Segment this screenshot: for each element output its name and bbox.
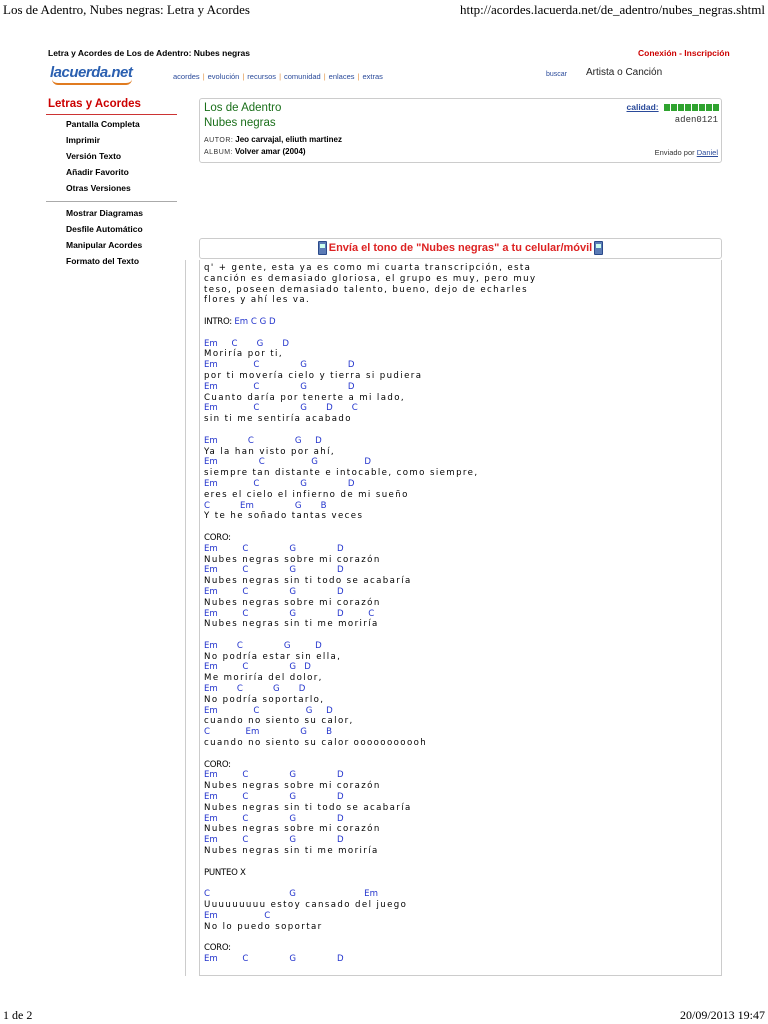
blank-line bbox=[204, 328, 536, 339]
chord-line bbox=[204, 641, 536, 652]
chord-text[interactable]: Em C G D bbox=[204, 662, 311, 673]
chord-line bbox=[204, 501, 536, 512]
author-label: AUTOR: bbox=[204, 137, 234, 144]
lyric-line bbox=[204, 274, 536, 285]
lyric-text: siempre tan distante e intocable, como siempre, bbox=[204, 468, 479, 479]
chord-text[interactable]: Em C G D bbox=[204, 435, 322, 446]
chord-text[interactable]: Em C G D bbox=[204, 338, 289, 349]
section-label-text: CORO: bbox=[204, 532, 231, 543]
chord-line bbox=[204, 382, 536, 393]
chord-line bbox=[204, 339, 536, 350]
quality-bar bbox=[692, 104, 698, 111]
nav-recursos[interactable]: recursos bbox=[247, 72, 277, 81]
ringtone-banner[interactable] bbox=[199, 238, 722, 259]
chord-line bbox=[204, 706, 536, 717]
lyric-line bbox=[204, 371, 536, 382]
lyric-line bbox=[204, 349, 536, 360]
lyric-text: Nubes negras sobre mi corazón bbox=[204, 554, 381, 565]
lyric-text: Moriría por ti, bbox=[204, 349, 283, 360]
lyric-line bbox=[204, 598, 536, 609]
lyric-text: Uuuuuuuuu estoy cansado del juego bbox=[204, 900, 408, 911]
lyric-text: Nubes negras sobre mi corazón bbox=[204, 597, 381, 608]
lyrics-box bbox=[199, 260, 722, 976]
lyric-line bbox=[204, 576, 536, 587]
quality-bar bbox=[713, 104, 719, 111]
chord-line bbox=[204, 792, 536, 803]
chord-text[interactable]: Em C G D bbox=[204, 565, 344, 576]
lyric-text: cuando no siento su calor, bbox=[204, 716, 354, 727]
chord-line bbox=[204, 360, 536, 371]
lyric-text: Nubes negras sin ti me moriría bbox=[204, 846, 379, 857]
lyric-text: Cuanto daría por tenerte a mi lado, bbox=[204, 392, 406, 403]
chord-line bbox=[204, 814, 536, 825]
chord-line bbox=[204, 565, 536, 576]
nav-separator: | bbox=[323, 72, 326, 81]
sidebar-item-formato-texto[interactable]: Formato del Texto bbox=[66, 256, 140, 266]
quality-rating[interactable] bbox=[627, 102, 720, 113]
lyric-line bbox=[204, 781, 536, 792]
intro-label: INTRO: bbox=[204, 316, 235, 327]
lyric-line bbox=[204, 490, 536, 501]
lyric-text: eres el cielo el infierno de mi sueño bbox=[204, 489, 409, 500]
chord-line bbox=[204, 727, 536, 738]
chord-line bbox=[204, 436, 536, 447]
search-label: buscar bbox=[546, 71, 568, 78]
lyric-text: No podría soportarlo, bbox=[204, 694, 325, 705]
quality-label: calidad: bbox=[626, 102, 659, 112]
blank-line bbox=[204, 630, 536, 641]
breadcrumb: Letra y Acordes de Los de Adentro: Nubes negras bbox=[48, 48, 250, 58]
quality-bar bbox=[664, 104, 670, 111]
lyric-line bbox=[204, 468, 536, 479]
lyric-line bbox=[204, 555, 536, 566]
nav-separator: | bbox=[202, 72, 205, 81]
sidebar-item-otras-versiones[interactable]: Otras Versiones bbox=[66, 183, 131, 193]
print-header bbox=[0, 0, 768, 20]
sidebar-title-text: Letras y Acordes bbox=[48, 98, 141, 110]
sidebar-title bbox=[46, 97, 177, 115]
blank-line bbox=[204, 306, 536, 317]
lyric-line bbox=[204, 285, 536, 296]
section-label-text: PUNTEO X bbox=[204, 867, 246, 878]
lyric-text: por ti movería cielo y tierra si pudiera bbox=[204, 370, 423, 381]
site-logo[interactable] bbox=[50, 64, 138, 84]
chord-text[interactable]: C Em G B bbox=[204, 500, 327, 511]
nav-comunidad[interactable]: comunidad bbox=[284, 72, 321, 81]
sent-by bbox=[655, 148, 718, 157]
content-divider bbox=[185, 260, 186, 976]
section-label bbox=[204, 760, 536, 771]
lyric-line bbox=[204, 900, 536, 911]
blank-line bbox=[204, 749, 536, 760]
chord-line bbox=[204, 684, 536, 695]
author-value: Jeo carvajal, eliuth martinez bbox=[235, 135, 342, 144]
sender-link[interactable]: Daniel bbox=[696, 148, 718, 157]
nav-evolucion[interactable]: evolución bbox=[207, 72, 240, 81]
lyric-text: teso, poseen demasiado talento, bueno, dejo de echarles bbox=[204, 284, 528, 295]
chord-text[interactable]: Em C G D bbox=[204, 543, 344, 554]
chord-text[interactable]: Em C G D bbox=[204, 835, 344, 846]
album-value: Volver amar (2004) bbox=[235, 147, 306, 156]
print-page-url: http://acordes.lacuerda.net/de_adentro/nubes_negras.shtml bbox=[459, 2, 765, 17]
blank-line bbox=[204, 932, 536, 943]
sidebar-group-tools bbox=[46, 202, 177, 272]
phone-icon bbox=[318, 241, 327, 255]
section-label-text: CORO: bbox=[204, 943, 231, 954]
chord-line bbox=[204, 403, 536, 414]
sidebar-item-manipular-acordes[interactable]: Manipular Acordes bbox=[66, 240, 143, 250]
nav-separator: | bbox=[279, 72, 282, 81]
chord-text[interactable]: Em C G D bbox=[204, 381, 355, 392]
nav-separator: | bbox=[242, 72, 245, 81]
chord-line bbox=[204, 587, 536, 598]
lyric-line bbox=[204, 619, 536, 630]
chord-text[interactable]: Em C G D bbox=[204, 705, 333, 716]
lyric-text: Ya la han visto por ahí, bbox=[204, 446, 336, 457]
sidebar bbox=[46, 97, 177, 277]
blank-line bbox=[204, 857, 536, 868]
ringtone-banner-content bbox=[200, 241, 721, 255]
chord-text[interactable]: Em C G D bbox=[204, 954, 344, 964]
artist-name[interactable]: Los de Adentro bbox=[204, 102, 282, 114]
chord-text[interactable]: Em C G D bbox=[204, 792, 344, 803]
section-label bbox=[204, 533, 536, 544]
lyric-text: Nubes negras sobre mi corazón bbox=[204, 781, 381, 792]
lyric-text: sin ti me sentiría acabado bbox=[204, 414, 352, 425]
chord-line bbox=[204, 770, 536, 781]
blank-line bbox=[204, 878, 536, 889]
lyric-text: q' + gente, esta ya es como mi cuarta transcripción, esta bbox=[204, 263, 532, 273]
register-link[interactable]: Inscripción bbox=[684, 48, 730, 58]
lyric-line bbox=[204, 824, 536, 835]
chord-text[interactable]: Em C G D bbox=[204, 640, 322, 651]
lyric-text: Nubes negras sobre mi corazón bbox=[204, 824, 381, 835]
lyric-line bbox=[204, 673, 536, 684]
lyrics-body bbox=[204, 263, 536, 965]
section-label bbox=[204, 868, 536, 879]
chord-line bbox=[204, 544, 536, 555]
chord-line bbox=[204, 954, 536, 965]
quality-bars bbox=[663, 103, 719, 113]
lyric-line bbox=[204, 738, 536, 749]
quality-bar bbox=[671, 104, 677, 111]
lyric-text: No lo puedo soportar bbox=[204, 921, 323, 932]
quality-bar bbox=[678, 104, 684, 111]
top-nav bbox=[173, 72, 383, 81]
chord-text[interactable]: Em C G D bbox=[204, 586, 344, 597]
chord-text[interactable]: Em C bbox=[204, 910, 271, 921]
auth-links bbox=[638, 48, 730, 58]
sidebar-group-actions bbox=[46, 115, 177, 202]
quality-bar bbox=[685, 104, 691, 111]
nav-acordes[interactable]: acordes bbox=[173, 72, 200, 81]
lyric-text: Me moriría del dolor, bbox=[204, 673, 323, 684]
lyric-line bbox=[204, 652, 536, 663]
chord-line bbox=[204, 835, 536, 846]
chord-text[interactable]: Em C G D C bbox=[204, 608, 375, 619]
song-info-box bbox=[199, 98, 722, 163]
blank-line bbox=[204, 522, 536, 533]
lyric-line bbox=[204, 803, 536, 814]
chord-line bbox=[204, 479, 536, 490]
phone-icon bbox=[594, 241, 603, 255]
chord-text[interactable]: C Em G B bbox=[204, 727, 332, 738]
chord-text[interactable]: Em C G D bbox=[204, 770, 344, 781]
lyrics-bottom-rule bbox=[199, 975, 721, 976]
user-id: aden0121 bbox=[674, 115, 718, 125]
sent-by-label: Enviado por bbox=[654, 148, 695, 157]
sidebar-item-desfile-automatico[interactable]: Desfile Automático bbox=[66, 224, 143, 234]
lyric-line bbox=[204, 695, 536, 706]
lyric-line bbox=[204, 447, 536, 458]
lyric-text: flores y ahí les va. bbox=[204, 295, 311, 306]
chord-line bbox=[204, 662, 536, 673]
sidebar-item-mostrar-diagramas[interactable]: Mostrar Diagramas bbox=[66, 208, 144, 218]
nav-enlaces[interactable]: enlaces bbox=[328, 72, 355, 81]
quality-bar bbox=[706, 104, 712, 111]
chord-text[interactable]: Em C G D bbox=[204, 813, 344, 824]
lyric-line bbox=[204, 393, 536, 404]
section-label-text: CORO: bbox=[204, 759, 231, 770]
lyric-text: Nubes negras sin ti me moriría bbox=[204, 619, 379, 630]
chord-text[interactable]: Em C G D bbox=[204, 360, 355, 371]
sidebar-item-pantalla-completa[interactable]: Pantalla Completa bbox=[66, 119, 140, 129]
print-page-title: Los de Adentro, Nubes negras: Letra y Acordes bbox=[3, 2, 250, 17]
lyric-line bbox=[204, 414, 536, 425]
logo-swoosh bbox=[52, 79, 132, 85]
lyric-text: No podría estar sin ella, bbox=[204, 651, 342, 662]
lyric-text: cuando no siento su calor ooooooooooh bbox=[204, 738, 428, 749]
chord-line bbox=[204, 889, 536, 900]
lyric-line bbox=[204, 511, 536, 522]
chord-line bbox=[204, 911, 536, 922]
lyric-line bbox=[204, 716, 536, 727]
blank-line bbox=[204, 425, 536, 436]
lyric-text: Nubes negras sin ti todo se acabaría bbox=[204, 576, 412, 587]
search-input[interactable]: Artista o Canción bbox=[586, 67, 663, 78]
sidebar-item-version-texto[interactable]: Versión Texto bbox=[66, 151, 122, 161]
print-footer bbox=[0, 1006, 768, 1024]
print-datetime: 20/09/2013 19:47 bbox=[679, 1008, 765, 1022]
login-link[interactable]: Conexión bbox=[638, 48, 677, 58]
nav-extras[interactable]: extras bbox=[362, 72, 383, 81]
lyric-text: canción es demasiado gloriosa, el grupo es muy, pero muy bbox=[204, 273, 537, 284]
chord-line bbox=[204, 457, 536, 468]
quality-bar bbox=[699, 104, 705, 111]
chord-line bbox=[204, 609, 536, 620]
intro-line bbox=[204, 317, 536, 328]
chord-text[interactable]: Em C G D bbox=[204, 684, 306, 695]
section-label bbox=[204, 943, 536, 954]
nav-separator: | bbox=[357, 72, 360, 81]
logo-text: lacuerda.net bbox=[50, 64, 133, 81]
auth-separator: - bbox=[676, 48, 685, 58]
sidebar-item-imprimir[interactable]: Imprimir bbox=[66, 135, 101, 145]
lyric-text: Nubes negras sin ti todo se acabaría bbox=[204, 802, 412, 813]
sidebar-item-anadir-favorito[interactable]: Añadir Favorito bbox=[66, 167, 129, 177]
intro-chords[interactable]: Em C G D bbox=[234, 316, 276, 327]
author-line bbox=[204, 135, 342, 144]
chord-text[interactable]: Em C G D bbox=[204, 478, 355, 489]
lyric-line bbox=[204, 922, 536, 933]
print-page-number: 1 de 2 bbox=[3, 1008, 33, 1022]
song-title: Nubes negras bbox=[204, 117, 276, 129]
lyric-text: Y te he soñado tantas veces bbox=[204, 511, 364, 522]
lyric-line bbox=[204, 846, 536, 857]
chord-text[interactable]: Em C G D bbox=[204, 457, 371, 468]
ringtone-text[interactable]: Envía el tono de "Nubes negras" a tu celular/móvil bbox=[328, 241, 593, 254]
album-label: ALBUM: bbox=[204, 149, 234, 156]
lyric-line bbox=[204, 295, 536, 306]
lyric-line bbox=[204, 263, 536, 274]
chord-text[interactable]: Em C G D C bbox=[204, 403, 358, 414]
chord-text[interactable]: C G Em bbox=[204, 889, 378, 900]
album-line bbox=[204, 147, 306, 156]
